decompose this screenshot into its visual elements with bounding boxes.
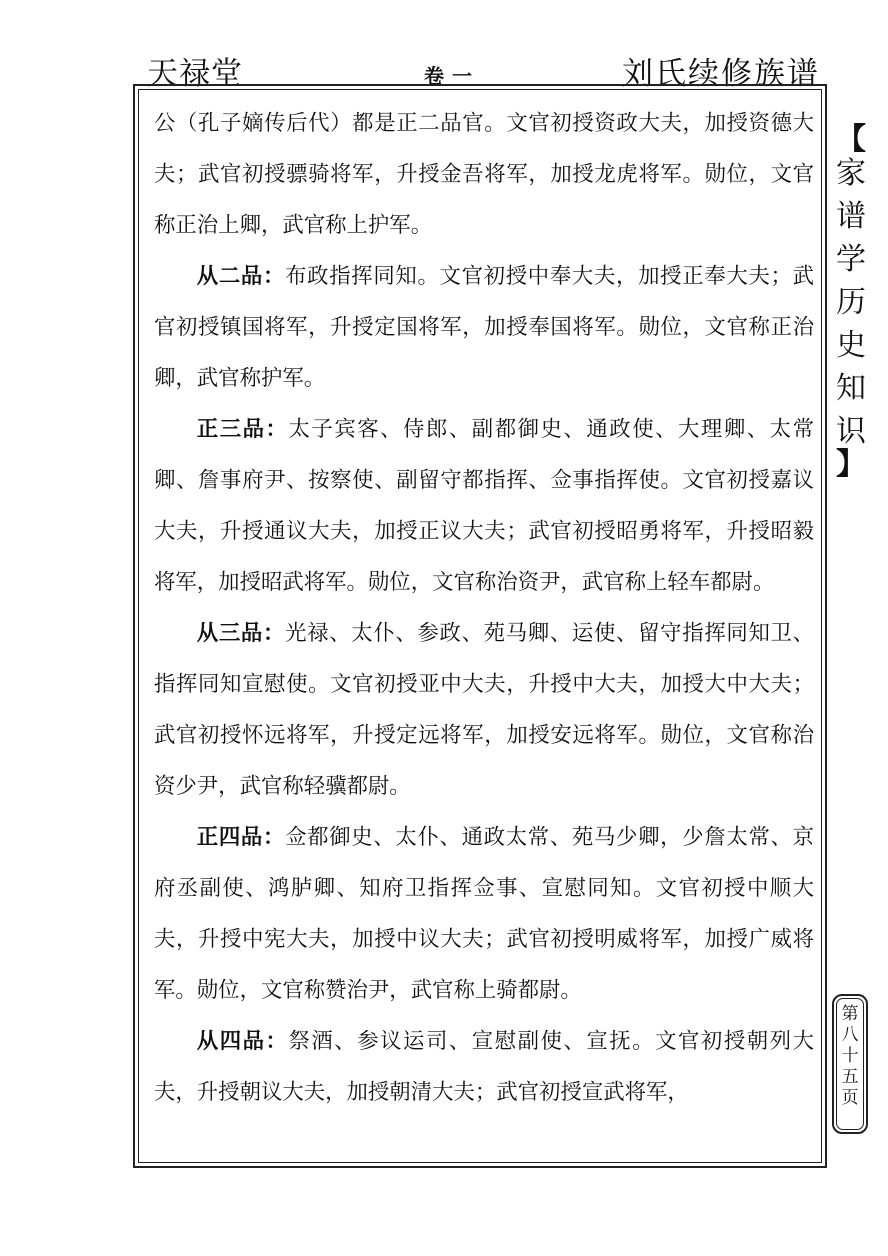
page-number-char: 十: [841, 1046, 859, 1066]
paragraph: [154, 404, 814, 608]
paragraph-term: 正四品：: [196, 825, 286, 850]
side-section-title: [828, 122, 874, 482]
paragraph: [154, 251, 814, 404]
page-number-char: 第: [841, 1004, 859, 1024]
paragraph: [154, 608, 814, 812]
paragraph-text: 祭酒、参议运司、宣慰副使、宣抚。文官初授朝列大夫，升授朝议大夫，加授朝清大夫；武官初授宣武将军，: [154, 1029, 814, 1105]
paragraph-text: 佥都御史、太仆、通政太常、苑马少卿，少詹太常、京府丞副使、鸿胪卿、知府卫指挥佥事、宣慰同知。文官初授中顺大夫，升授中宪大夫，加授中议大夫；武官初授明威将军，加授广威将军。勋位，文官称赞治尹，武官称上骑都尉。: [154, 825, 814, 1003]
side-title-char: 史: [836, 328, 866, 363]
paragraph-term: 从四品：: [196, 1029, 289, 1054]
close-bracket: 】: [836, 447, 866, 482]
header-volume: 卷一: [424, 64, 480, 88]
paragraph-text: 太子宾客、侍郎、副都御史、通政使、大理卿、太常卿、詹事府尹、按察使、副留守都指挥、佥事指挥使。文官初授嘉议大夫，升授通议大夫，加授正议大夫；武官初授昭勇将军，升授昭毅将军，加授昭武将军。勋位，文官称治资尹，武官称上轻车都尉。: [154, 417, 814, 595]
side-title-char: 学: [836, 242, 866, 277]
page-number-char: 八: [841, 1025, 859, 1045]
header-book-title: 刘氏续修族谱: [622, 56, 820, 92]
paragraph-term: 从三品：: [196, 621, 286, 646]
header-hall-name: 天禄堂: [147, 56, 243, 92]
side-title-char: 谱: [836, 199, 866, 234]
open-bracket: 【: [836, 122, 866, 157]
page-number-char: 页: [841, 1088, 859, 1108]
paragraph: [154, 98, 814, 251]
body-text: [154, 98, 814, 1118]
side-title-char: 知: [836, 371, 866, 406]
side-title-char: 历: [836, 285, 866, 320]
paragraph-term: 正三品：: [196, 417, 289, 442]
paragraph: [154, 812, 814, 1016]
paragraph-text: 光禄、太仆、参政、苑马卿、运使、留守指挥同知卫、指挥同知宣慰使。文官初授亚中大夫，升授中大夫，加授大中大夫；武官初授怀远将军，升授定远将军，加授安远将军。勋位，文官称治资少尹，武官称轻骥都尉。: [154, 621, 814, 799]
page-number-char: 五: [841, 1067, 859, 1087]
paragraph-term: 从二品：: [196, 264, 286, 289]
paragraph: [154, 1016, 814, 1118]
side-title-char: 识: [836, 414, 866, 449]
page-number: [836, 1004, 864, 1109]
side-title-char: 家: [836, 156, 866, 191]
paragraph-text: 公（孔子嫡传后代）都是正二品官。文官初授资政大夫，加授资德大夫；武官初授骠骑将军，升授金吾将军，加授龙虎将军。勋位，文官称正治上卿，武官称上护军。: [154, 111, 814, 238]
paragraph-text: 布政指挥同知。文官初授中奉大夫，加授正奉大夫；武官初授镇国将军，升授定国将军，加授奉国将军。勋位，文官称正治卿，武官称护军。: [154, 264, 814, 391]
